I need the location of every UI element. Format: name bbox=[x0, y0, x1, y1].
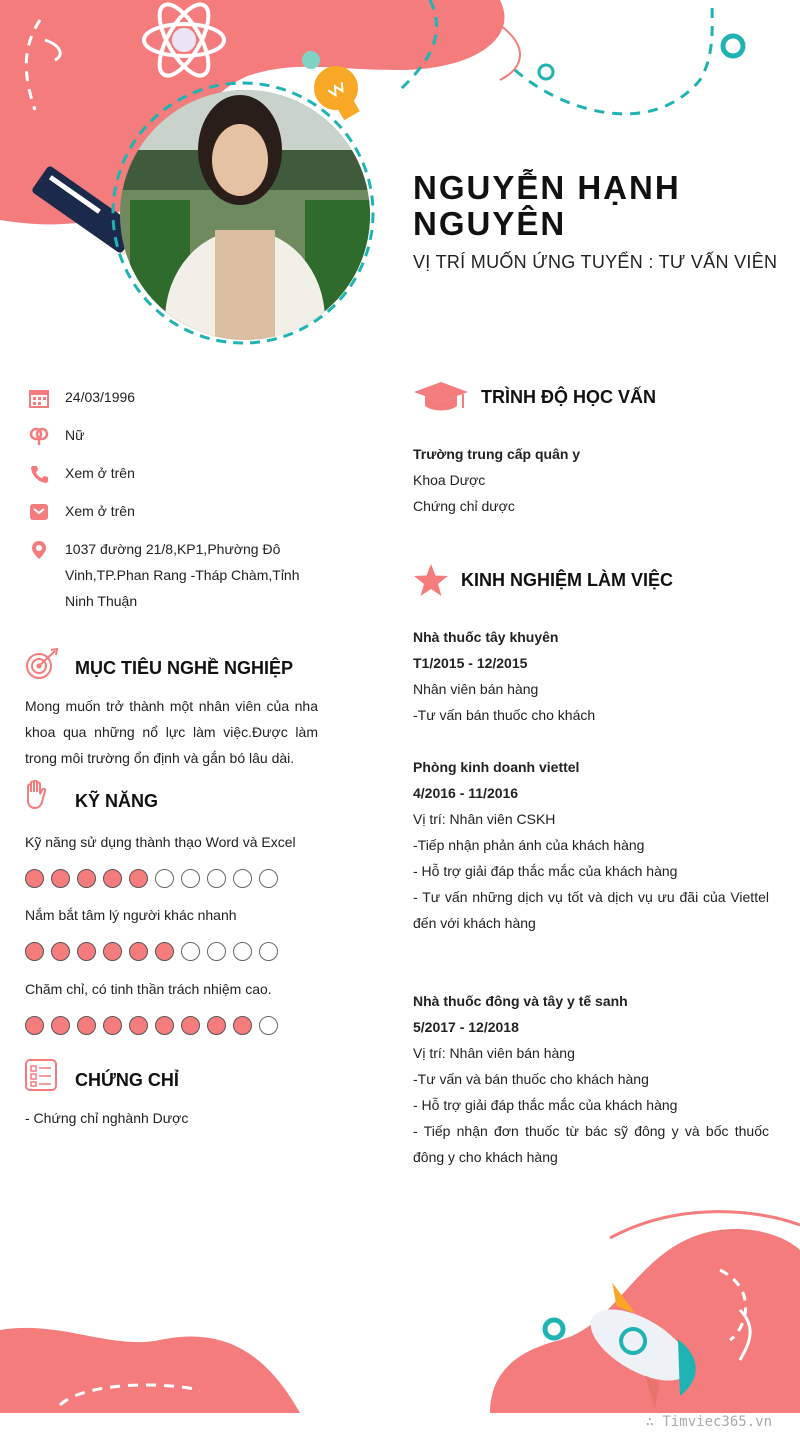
hand-icon bbox=[25, 780, 47, 812]
degree: Chứng chỉ dược bbox=[413, 498, 515, 514]
gender-icon bbox=[29, 426, 49, 446]
job-detail: - Tiếp nhận đơn thuốc từ bác sỹ đông y và bốc thuốc đông y cho khách hàng bbox=[413, 1123, 769, 1165]
watermark: ∴ Timviec365.vn bbox=[645, 1414, 772, 1430]
job-detail: - Tư vấn những dịch vụ tốt và dịch vụ ưu đãi của Viettel đến với khách hàng bbox=[413, 889, 769, 931]
job-entry bbox=[413, 754, 769, 936]
skill-dot-empty bbox=[181, 869, 200, 888]
education-block bbox=[413, 441, 769, 519]
objective-text: Mong muốn trở thành một nhân viên của nha khoa qua những nổ lực làm việc.Được làm trong môi trường ổn định và gắn bó lâu dài. bbox=[25, 698, 318, 766]
experience-title: KINH NGHIỆM LÀM VIỆC bbox=[461, 570, 674, 590]
job-period: T1/2015 - 12/2015 bbox=[413, 655, 528, 671]
candidate-name: NGUYỄN HẠNH NGUYÊN bbox=[413, 169, 681, 242]
job-period: 5/2017 - 12/2018 bbox=[413, 1019, 519, 1035]
skill-dot-empty bbox=[259, 942, 278, 961]
job-detail: - Hỗ trợ giải đáp thắc mắc của khách hàng bbox=[413, 1097, 678, 1113]
skill-label: Kỹ năng sử dụng thành thạo Word và Excel bbox=[25, 834, 296, 850]
skill-dot-filled bbox=[25, 942, 44, 961]
desired-position: VỊ TRÍ MUỐN ỨNG TUYỂN : TƯ VẤN VIÊN bbox=[413, 252, 778, 272]
skill-dot-empty bbox=[181, 942, 200, 961]
education-title: TRÌNH ĐỘ HỌC VẤN bbox=[481, 387, 656, 407]
school-name: Trường trung cấp quân y bbox=[413, 446, 581, 462]
skill-dot-filled bbox=[51, 1016, 70, 1035]
skill-dot-filled bbox=[77, 869, 96, 888]
job-company: Nhà thuốc đông và tây y tế sanh bbox=[413, 993, 628, 1009]
skill-dot-filled bbox=[51, 869, 70, 888]
skill-dot-filled bbox=[103, 869, 122, 888]
email-text: Xem ở trên bbox=[65, 503, 135, 519]
job-detail: -Tư vấn và bán thuốc cho khách hàng bbox=[413, 1071, 649, 1087]
checklist-icon bbox=[25, 1059, 57, 1091]
skill-label: Nắm bắt tâm lý người khác nhanh bbox=[25, 907, 237, 923]
skill-dot-filled bbox=[155, 1016, 174, 1035]
skill-dot-filled bbox=[103, 942, 122, 961]
skill-dot-filled bbox=[129, 869, 148, 888]
skill-rating-1 bbox=[25, 942, 278, 961]
skill-dot-filled bbox=[77, 1016, 96, 1035]
phone-text: Xem ở trên bbox=[65, 465, 135, 481]
star-icon bbox=[413, 563, 449, 597]
gender-text: Nữ bbox=[65, 427, 85, 443]
job-detail: -Tư vấn bán thuốc cho khách bbox=[413, 707, 596, 723]
skill-dot-empty bbox=[207, 942, 226, 961]
job-company: Nhà thuốc tây khuyên bbox=[413, 629, 559, 645]
certificates-text: - Chứng chỉ nghành Dược bbox=[25, 1110, 189, 1126]
skill-dot-empty bbox=[233, 942, 252, 961]
job-detail: Vị trí: Nhân viên CSKH bbox=[413, 811, 556, 827]
birthday-text: 24/03/1996 bbox=[65, 389, 136, 405]
faculty: Khoa Dược bbox=[413, 472, 486, 488]
skill-dot-filled bbox=[77, 942, 96, 961]
job-detail: Nhân viên bán hàng bbox=[413, 681, 539, 697]
job-detail: -Tiếp nhận phản ánh của khách hàng bbox=[413, 837, 645, 853]
skill-dot-empty bbox=[259, 1016, 278, 1035]
skill-dot-empty bbox=[155, 869, 174, 888]
job-detail: - Hỗ trợ giải đáp thắc mắc của khách hàng bbox=[413, 863, 678, 879]
skill-dot-filled bbox=[155, 942, 174, 961]
skill-dot-filled bbox=[233, 1016, 252, 1035]
skill-dot-filled bbox=[181, 1016, 200, 1035]
skill-dot-filled bbox=[51, 942, 70, 961]
skill-rating-0 bbox=[25, 869, 278, 888]
location-pin-icon bbox=[29, 540, 49, 560]
skill-dot-filled bbox=[25, 1016, 44, 1035]
skill-dot-filled bbox=[129, 942, 148, 961]
email-icon bbox=[29, 502, 49, 522]
skill-dot-empty bbox=[207, 869, 226, 888]
job-period: 4/2016 - 11/2016 bbox=[413, 785, 519, 801]
certificates-title: CHỨNG CHỈ bbox=[75, 1070, 179, 1090]
job-company: Phòng kinh doanh viettel bbox=[413, 759, 580, 775]
target-icon bbox=[25, 648, 59, 680]
skill-dot-empty bbox=[259, 869, 278, 888]
job-detail: Vị trí: Nhân viên bán hàng bbox=[413, 1045, 575, 1061]
objective-title: MỤC TIÊU NGHỀ NGHIỆP bbox=[75, 658, 294, 678]
skill-dot-empty bbox=[233, 869, 252, 888]
skill-dot-filled bbox=[129, 1016, 148, 1035]
job-entry bbox=[413, 988, 769, 1170]
skills-title: KỸ NĂNG bbox=[75, 791, 159, 811]
skill-label: Chăm chỉ, có tinh thần trách nhiệm cao. bbox=[25, 981, 272, 997]
skill-rating-2 bbox=[25, 1016, 278, 1035]
skill-dot-filled bbox=[103, 1016, 122, 1035]
address-text: 1037 đường 21/8,KP1,Phường Đô Vinh,TP.Phan Rang -Tháp Chàm,Tỉnh Ninh Thuận bbox=[65, 541, 300, 609]
phone-icon bbox=[29, 464, 49, 484]
job-entry bbox=[413, 624, 769, 728]
skill-dot-filled bbox=[25, 869, 44, 888]
skill-dot-filled bbox=[207, 1016, 226, 1035]
calendar-icon bbox=[29, 388, 49, 408]
graduation-cap-icon bbox=[413, 380, 469, 414]
